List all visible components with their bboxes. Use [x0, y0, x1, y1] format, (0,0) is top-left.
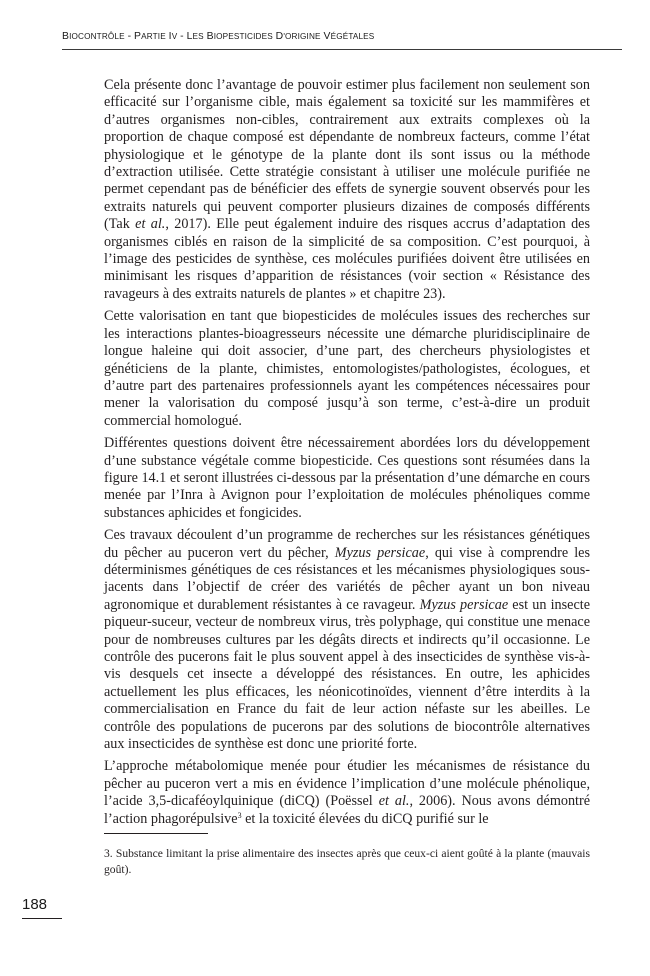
footnote-rule — [104, 833, 208, 834]
paragraph-text-segment: Cela présente donc l’avantage de pouvoir estimer plus facilement non seulement son efficacité sur l’organisme cible, mais également sa toxicité sur les mammifères et d’autres organismes non-cibles, contrairement aux extraits complexes où la proportion de chaque composé est dépendante de nombreux facteurs, comme l’état physiologique et le génotype de la plante dont ils sont issus ou la méthode d’extraction utilisée. Cette stratégie consistant à utiliser une molécule purifiée ne permet cependant pas de bénéficier des effets de synergie souvent observés pour les extraits naturels qui peuvent comporter plusieurs dizaines de composés différents (Tak — [104, 77, 590, 233]
paragraph-2 — [104, 308, 590, 430]
paragraph-text-segment: Cette valorisation en tant que biopesticides de molécules issues des recherches sur les interactions plantes-bioagresseurs nécessite une démarche pluridisciplinaire de longue haleine qui doit associer, d’une part, des chercheurs physiologistes et généticiens de la plante, chimistes, entomologistes/pathologistes, écologues, et d’autre part des partenaires professionnels ayant les compétences nécessaires pour mener la valorisation du composé jusqu’à son terme, c’est-à-dire un produit commercial homologué. — [104, 308, 590, 429]
paragraph-text-segment: est un insecte piqueur-suceur, vecteur de nombreux virus, très polyphage, qui constitue une menace pour de nombreuses cultures par les dégâts directs et indirects qu’il occasionne. Le contrôle des pucerons fait le plus souvent appel à des insecticides de synthèse vis-à-vis desquels cet insecte a développé des résistances. En outre, les aphicides actuellement les plus efficaces, les néonicotinoïdes, viennent d’être interdits à la commercialisation en France du fait de leur action néfaste sur les abeilles. Le contrôle des populations de pucerons par des solutions de biocontrôle alternatives aux insecticides de synthèse est donc une priorité forte. — [104, 596, 590, 753]
page-number: 188 — [22, 896, 48, 913]
paragraph-5 — [104, 758, 590, 828]
paragraph-text-segment: Myzus persicae — [419, 596, 509, 613]
paragraph-text-segment: Myzus persicae — [334, 544, 426, 561]
footnote: 3. Substance limitant la prise alimentaire des insectes après que ceux-ci aient goûté à la plante (mauvais goût). — [104, 847, 590, 876]
paragraph-text-segment: , qui vise à comprendre les déterminismes génétiques de ces résistances et les mécanismes physiologiques sous-jacents dans l’objectif de créer des variétés de pêcher ayant un bon niveau agronomique et durablement résistantes à ce ravageur. — [104, 544, 590, 613]
paragraph-4 — [104, 527, 590, 753]
paragraph-text-segment: et la toxicité élevées du diCQ purifié sur le — [241, 810, 489, 827]
paragraph-text-segment: Différentes questions doivent être nécessairement abordées lors du développement d’une substance végétale comme biopesticide. Ces questions sont résumées dans la figure 14.1 et seront illustrées ci-dessous par la présentation d’une démarche en cours menée par l’Inra à Avignon pour l’exploitation de molécules phénoliques comme substances aphicides et fongicides. — [104, 435, 590, 521]
body-text — [104, 77, 590, 833]
header-rule — [62, 49, 622, 50]
running-head — [62, 31, 374, 42]
paragraph-3 — [104, 435, 590, 522]
paragraph-text-segment: , 2017). Elle peut également induire des risques accrus d’adaptation des organismes ciblés en raison de la simplicité de sa composition. C’est pourquoi, à l’image des pesticides de synthèse, ces molécules purifiées doivent être utilisées en minimisant les risques d’apparition de résistances (voir section « Résistance des ravageurs à des extraits naturels de plantes » et chapitre 23). — [104, 216, 591, 302]
paragraph-text-segment: Ces travaux découlent d’un programme de recherches sur les résistances génétiques du pêcher au puceron vert du pêcher, — [104, 527, 590, 561]
running-head-text: BIOCONTRÔLE - PARTIE IV - LES BIOPESTICIDES D'ORIGINE VÉGÉTALES — [62, 31, 375, 42]
page-number-rule — [22, 918, 62, 919]
paragraph-text-segment: L’approche métabolomique menée pour étudier les mécanismes de résistance du pêcher au puceron vert a mis en évidence l’implication d’une molécule phénolique, l’acide 3,5-dicaféoylquinique (diCQ) (Poëssel — [104, 758, 590, 810]
paragraph-1 — [104, 77, 590, 303]
footnote-reference: 3 — [237, 810, 242, 820]
paragraph-text-segment: , 2006). Nous avons démontré l’action phagorépulsive — [104, 793, 590, 827]
paragraph-text-segment: et al. — [135, 216, 166, 233]
paragraph-text-segment: et al. — [378, 793, 410, 810]
